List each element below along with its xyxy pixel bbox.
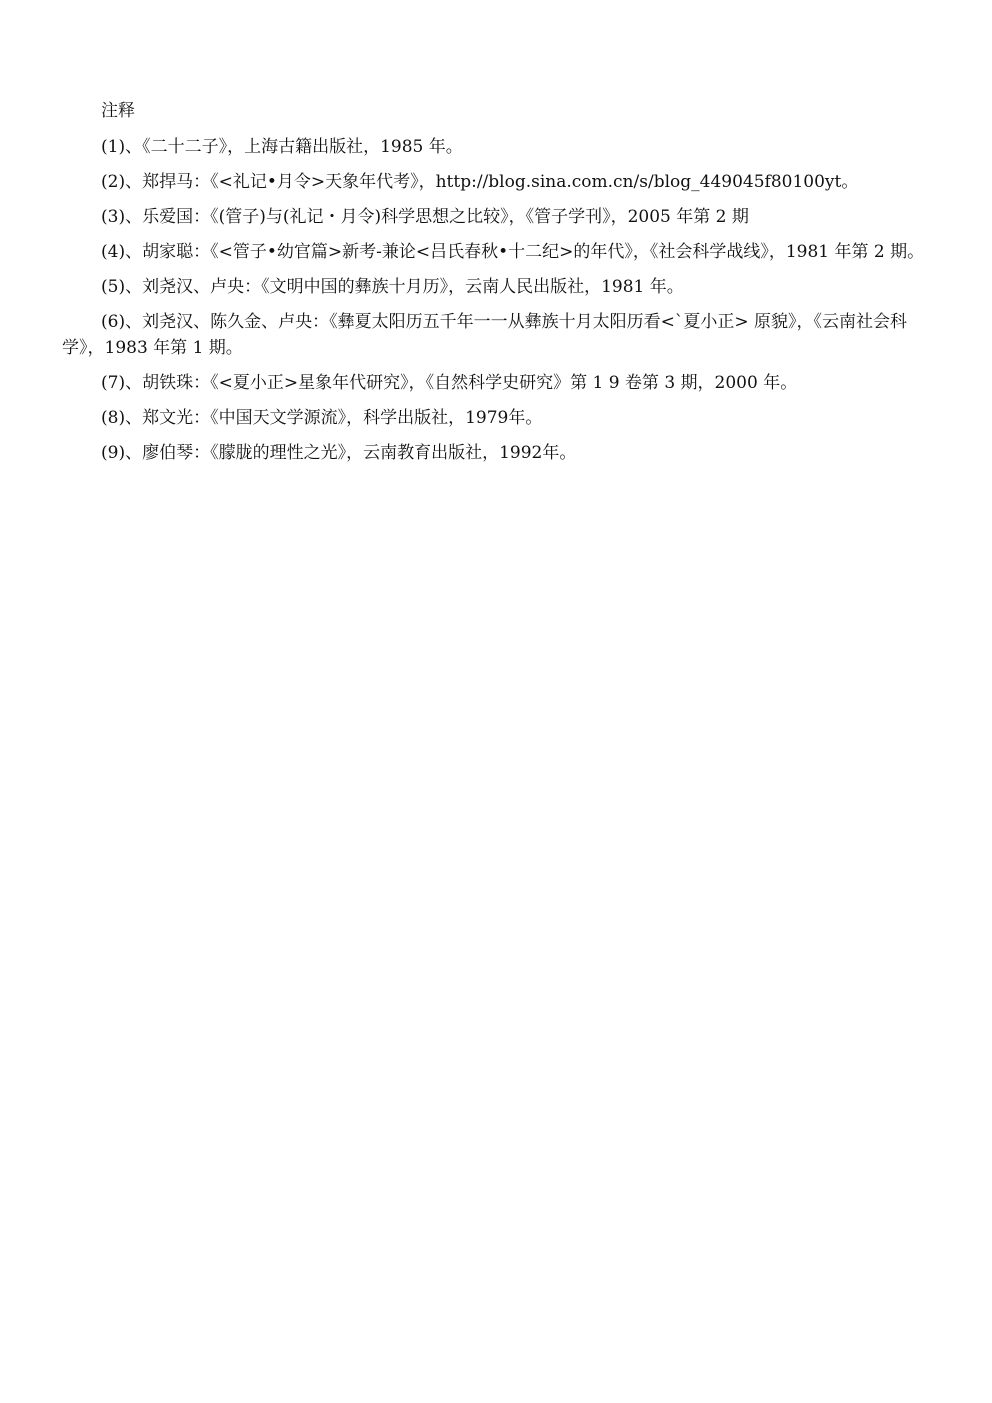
note-item: (9)、廖伯琴：《朦胧的理性之光》，云南教育出版社，1992年。 <box>101 443 577 463</box>
note-item: (4)、胡家聪：《<管子•幼官篇>新考-兼论<吕氏春秋•十二纪>的年代》，《社会科学战线》，1981 年第 2 期。 <box>101 242 925 262</box>
notes-heading: 注释 <box>101 101 135 121</box>
notes-section <box>62 98 942 475</box>
note-item: (1)、《二十二子》，上海古籍出版社，1985 年。 <box>101 137 463 157</box>
note-item: (8)、郑文光：《中国天文学源流》，科学出版社，1979年。 <box>101 408 543 428</box>
note-item: (3)、乐爱国：《(管子)与(礼记・月令)科学思想之比较》，《管子学刊》，2005 年第 2 期 <box>101 207 749 227</box>
note-item: (2)、郑捍马：《<礼记•月令>天象年代考》，http://blog.sina.com.cn/s/blog_449045f80100yt。 <box>101 172 859 192</box>
note-item: (5)、刘尧汉、卢央：《文明中国的彝族十月历》，云南人民出版社，1981 年。 <box>101 277 684 297</box>
note-item: (6)、刘尧汉、陈久金、卢央：《彝夏太阳历五千年一一从彝族十月太阳历看<`夏小正> 原貌》，《云南社会科学》，1983 年第 1 期。 <box>62 312 907 358</box>
note-item: (7)、胡铁珠：《<夏小正>星象年代研究》，《自然科学史研究》第 1 9 卷第 3 期，2000 年。 <box>101 373 798 393</box>
